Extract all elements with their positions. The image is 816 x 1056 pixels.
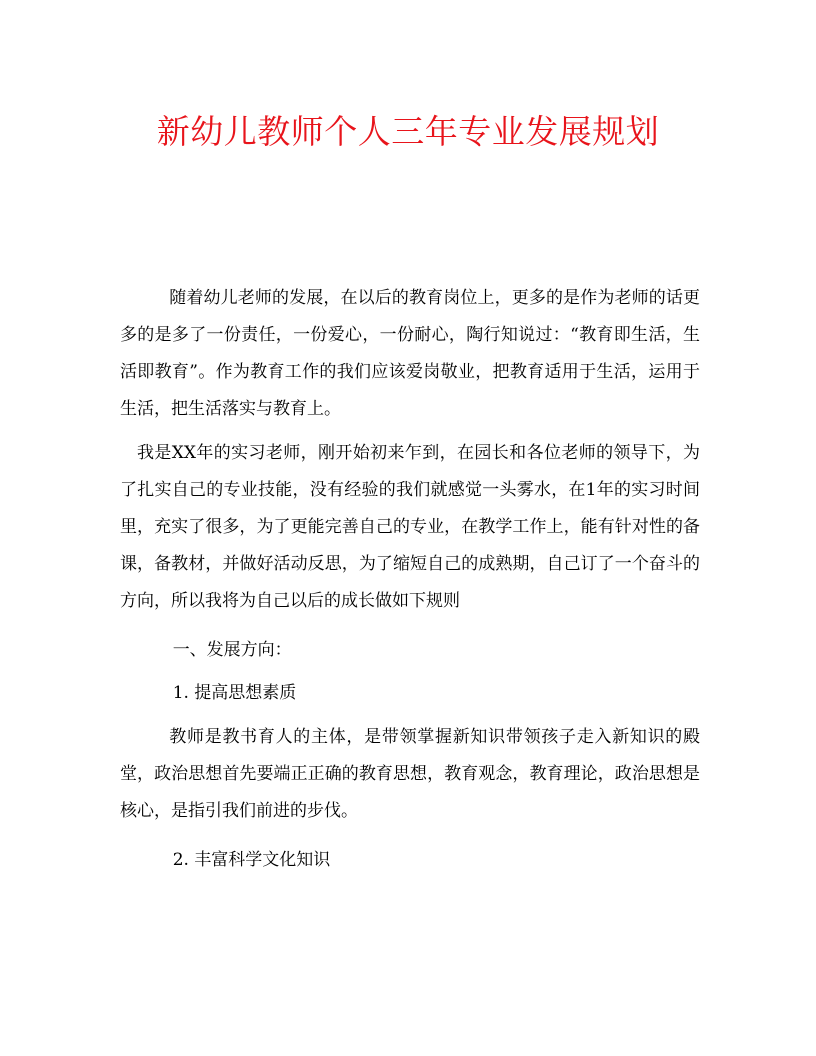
- paragraph-intro: 随着幼儿老师的发展，在以后的教育岗位上，更多的是作为老师的话更多的是多了一份责任，一份爱心，一份耐心，陶行知说过：“教育即生活，生活即教育”。作为教育工作的我们应该爱岗敬业，把教育适用于生活，运用于生活，把生活落实与教育上。: [120, 288, 700, 419]
- subheading-ideology: 1. 提高思想素质: [172, 683, 297, 703]
- paragraph-background: 我是XX年的实习老师，刚开始初来乍到，在园长和各位老师的领导下，为了扎实自己的专业技能，没有经验的我们就感觉一头雾水，在1年的实习时间里，充实了很多，为了更能完善自己的专业，在教学工作上，能有针对性的备课，备教材，并做好活动反思，为了缩短自己的成熟期，自己订了一个奋斗的方向，所以我将为自己以后的成长做如下规则: [120, 443, 700, 611]
- section-heading-direction: 一、发展方向：: [172, 640, 292, 660]
- document-title: 新幼儿教师个人三年专业发展规划: [156, 112, 660, 151]
- document-body: [120, 280, 700, 879]
- subheading-knowledge: 2. 丰富科学文化知识: [172, 850, 331, 870]
- paragraph-ideology: 教师是教书育人的主体，是带领掌握新知识带领孩子走入新知识的殿堂，政治思想首先要端正正确的教育思想，教育观念，教育理论，政治思想是核心，是指引我们前进的步伐。: [120, 727, 700, 821]
